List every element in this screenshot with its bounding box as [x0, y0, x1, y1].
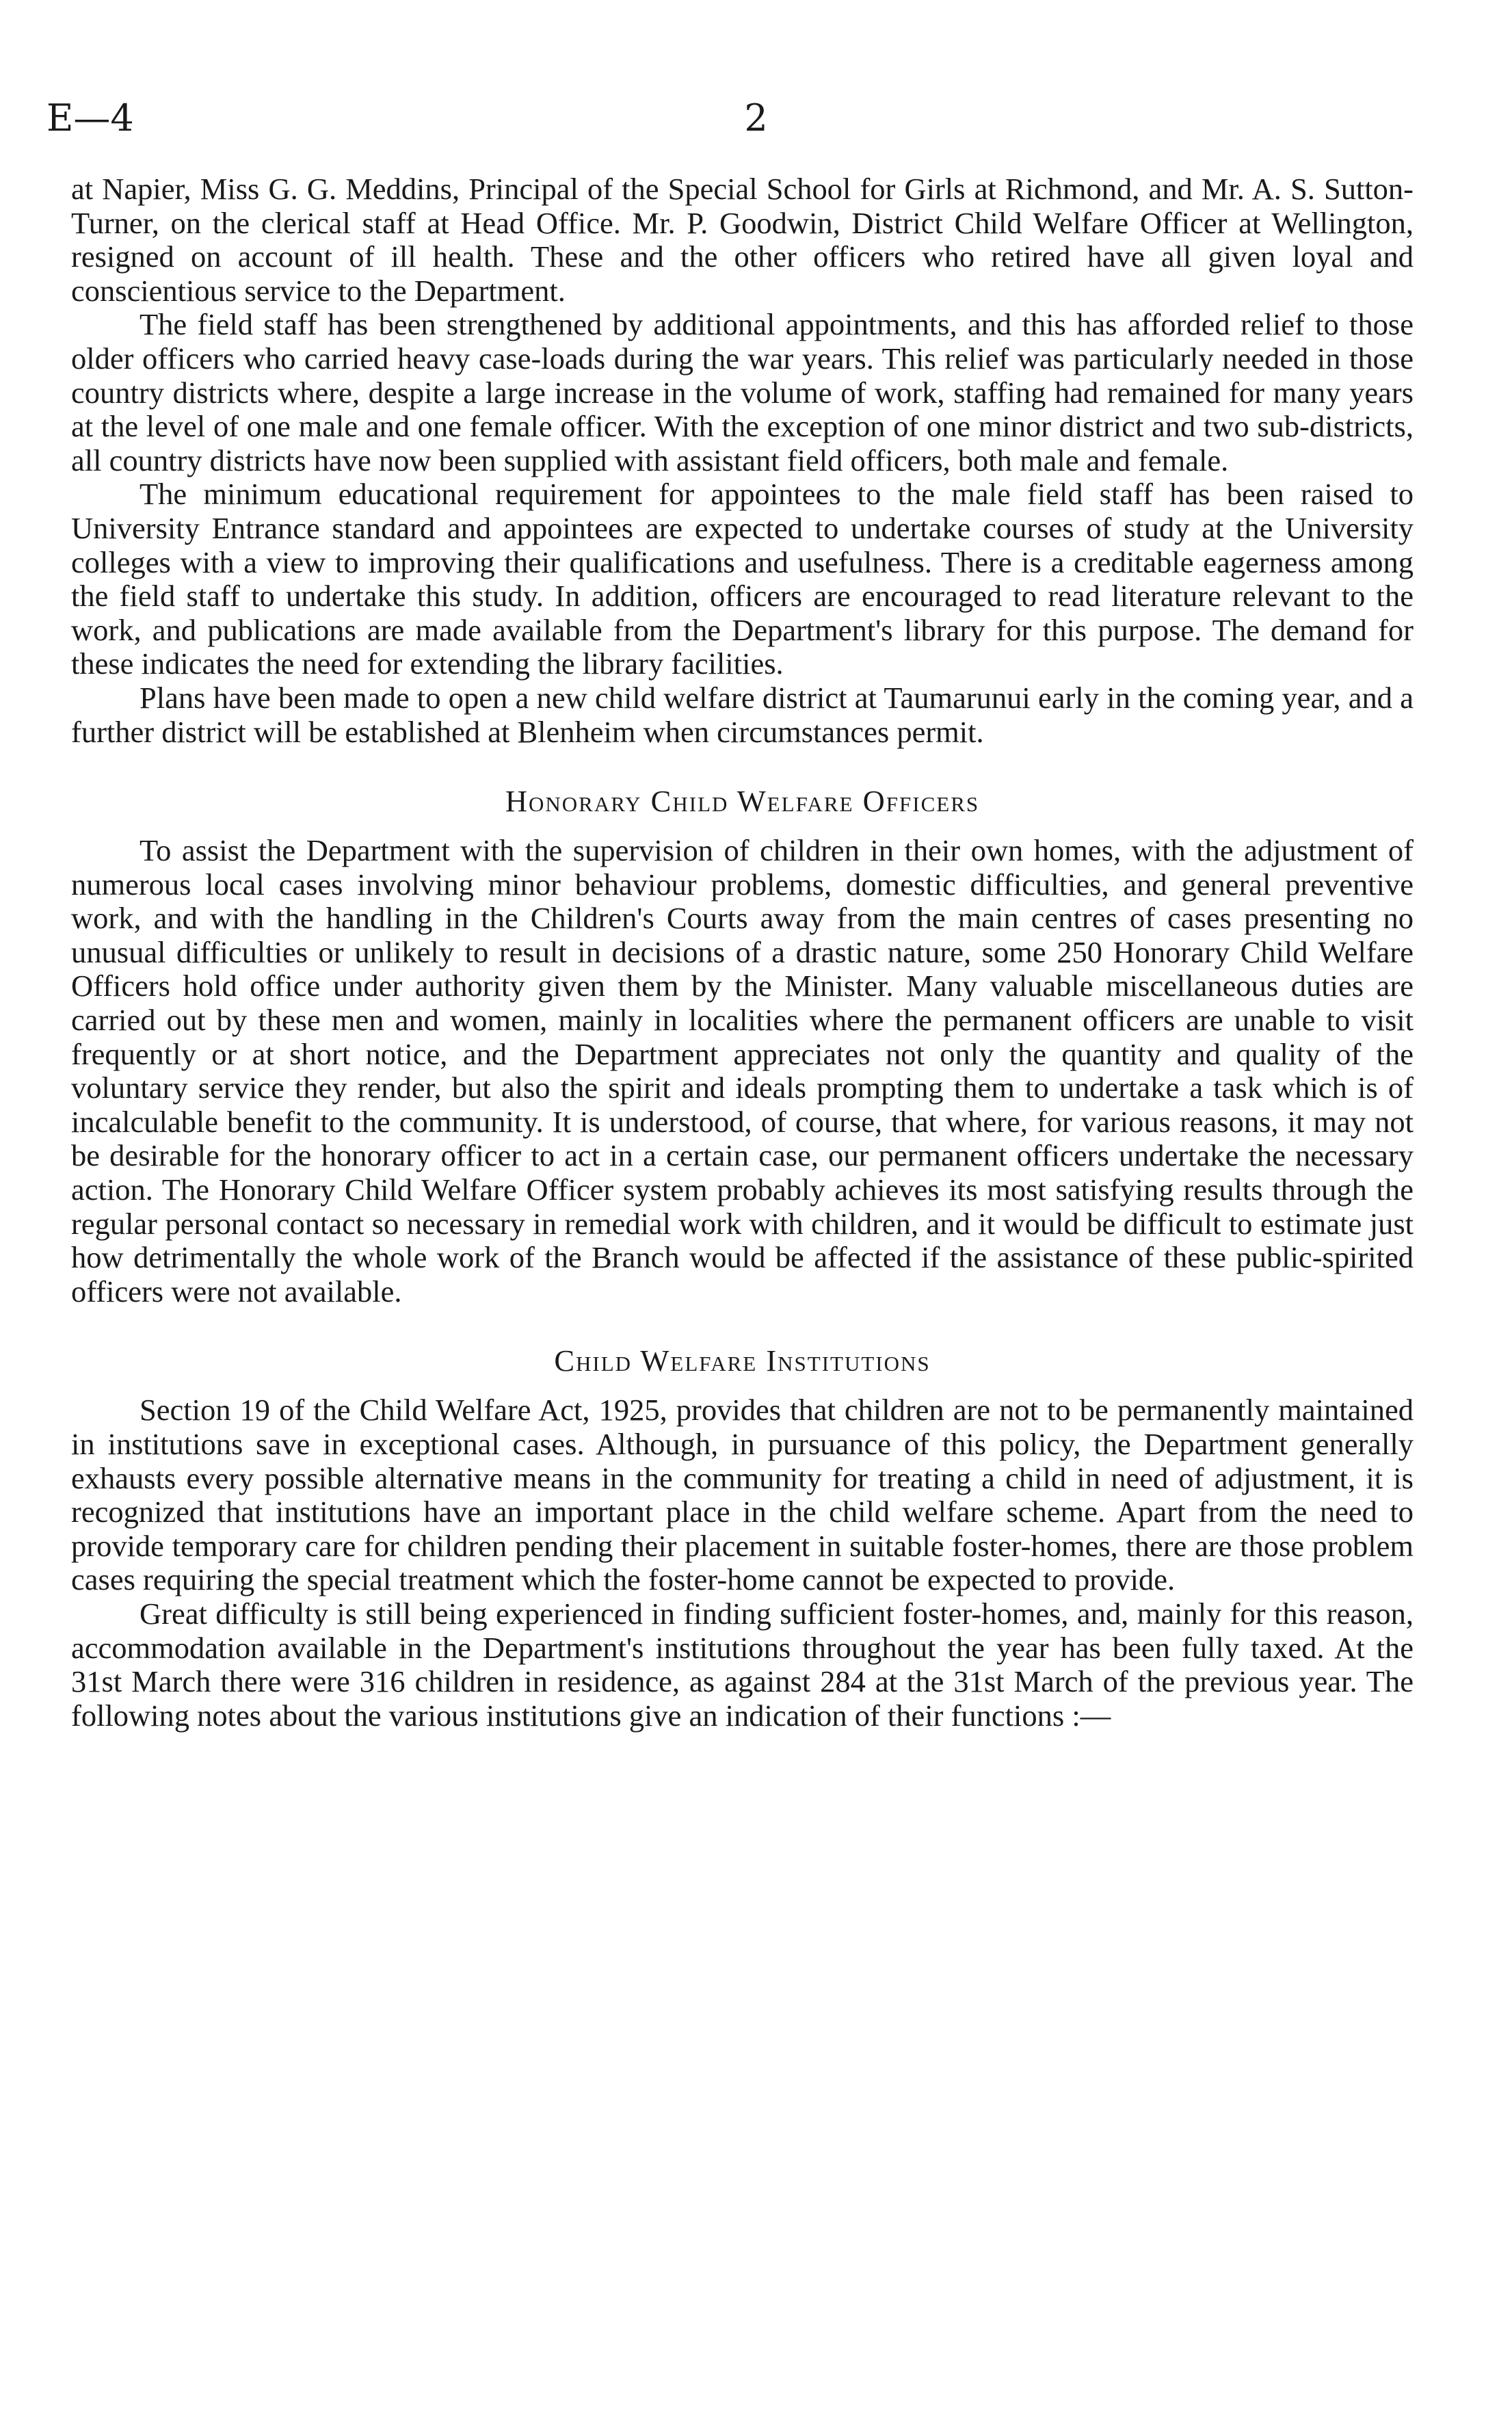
body-paragraph: Great difficulty is still being experienced in finding sufficient foster-homes, and, mainly for this reason, accommodation available in the Department's institutions throughout the year has been fully taxed. At the 31st March there were 316 children in residence, as against 284 at the 31st March of the previous year. The following notes about the various institutions give an indication of their functions :— — [71, 1596, 1414, 1733]
body-paragraph: To assist the Department with the supervision of children in their own homes, with the adjustment of numerous local cases involving minor behaviour problems, domestic difficulties, and general preventive work, and with the handling in the Children's Courts away from the main centres of cases presenting no unusual difficulties or unlikely to result in decisions of a drastic nature, some 250 Honorary Child Welfare Officers hold office under authority given them by the Minister. Many valuable miscellaneous duties are carried out by these men and women, mainly in localities where the permanent officers are unable to visit frequently or at short notice, and the Department appreciates not only the quantity and quality of the voluntary service they render, but also the spirit and ideals prompting them to undertake a task which is of incalculable benefit to the community. It is understood, of course, that where, for various reasons, it may not be desirable for the honorary officer to act in a certain case, our permanent officers undertake the necessary action. The Honorary Child Welfare Officer system probably achieves its most satisfying results through the regular personal contact so necessary in remedial work with children, and it would be difficult to estimate just how detrimentally the whole work of the Branch would be affected if the assistance of these public-spirited officers were not available. — [71, 833, 1414, 1309]
body-paragraph: at Napier, Miss G. G. Meddins, Principal of the Special School for Girls at Richmond, and Mr. A. S. Sutton-Turner, on the clerical staff at Head Office. Mr. P. Goodwin, District Child Welfare Officer at Wellington, resigned on account of ill health. These and the other officers who retired have all given loyal and conscientious service to the Department. — [71, 172, 1414, 308]
page-header — [0, 94, 1512, 142]
body-paragraph: Section 19 of the Child Welfare Act, 1925, provides that children are not to be permanently maintained in institutions save in exceptional cases. Although, in pursuance of this policy, the Department generally exhausts every possible alternative means in the community for treating a child in need of adjustment, it is recognized that institutions have an important place in the child welfare scheme. Apart from the need to provide temporary care for children pending their placement in suitable foster-homes, there are those problem cases requiring the special treatment which the foster-home cannot be expected to provide. — [71, 1393, 1414, 1597]
document-body — [71, 172, 1414, 1733]
section-heading-honorary-officers: Honorary Child Welfare Officers — [505, 784, 980, 819]
document-reference: E—4 — [47, 96, 134, 140]
page-number: 2 — [744, 96, 768, 140]
section-heading-institutions: Child Welfare Institutions — [554, 1343, 931, 1378]
body-paragraph: The field staff has been strengthened by additional appointments, and this has afforded relief to those older officers who carried heavy case-loads during the war years. This relief was particularly needed in those country districts where, despite a large increase in the volume of work, staffing had remained for many years at the level of one male and one female officer. With the exception of one minor district and two sub-districts, all country districts have now been supplied with assistant field officers, both male and female. — [71, 307, 1414, 477]
body-paragraph: Plans have been made to open a new child welfare district at Taumarunui early in the coming year, and a further district will be established at Blenheim when circumstances permit. — [71, 680, 1414, 749]
body-paragraph: The minimum educational requirement for appointees to the male field staff has been raised to University Entrance standard and appointees are expected to undertake courses of study at the University colleges with a view to improving their qualifications and usefulness. There is a creditable eagerness among the field staff to undertake this study. In addition, officers are encouraged to read literature relevant to the work, and publications are made available from the Department's library for this purpose. The demand for these indicates the need for extending the library facilities. — [71, 477, 1414, 681]
